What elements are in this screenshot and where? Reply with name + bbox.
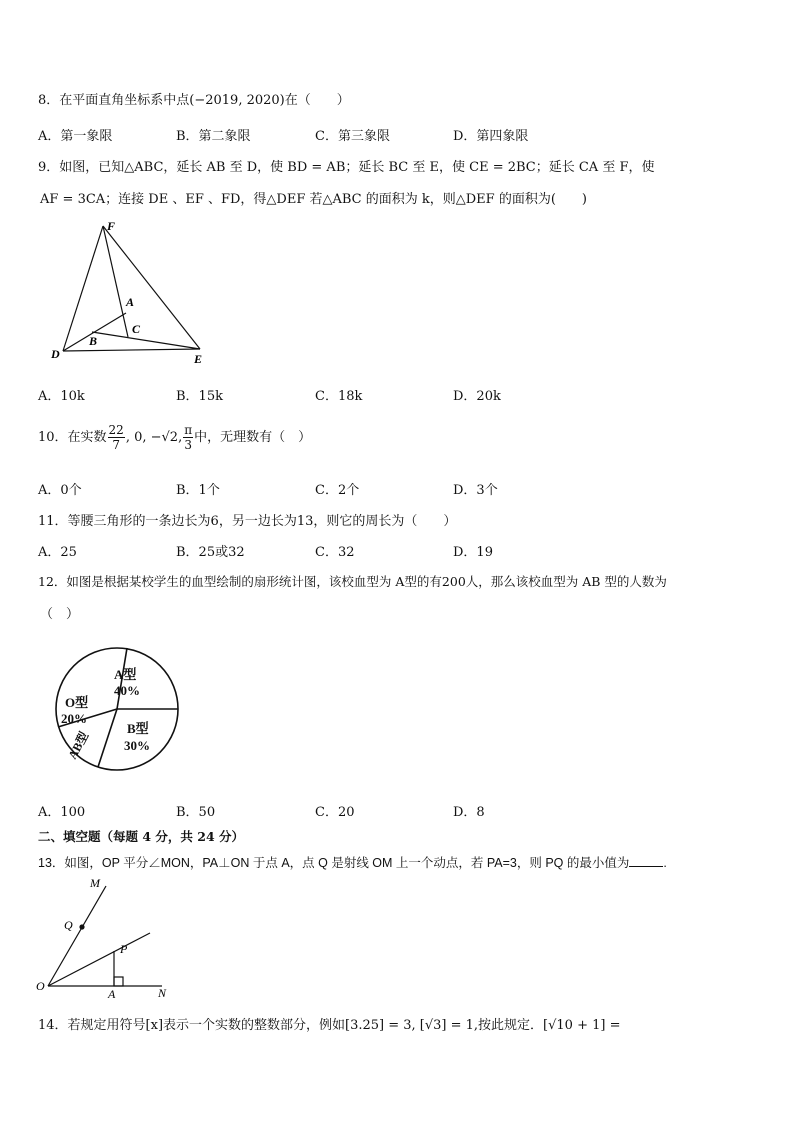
pie-label-o-name: O型 [65,695,89,710]
label-o: O [36,979,45,993]
q11-option-a[interactable]: A．25 [38,545,77,560]
label-f: F [107,219,116,233]
q8-option-b[interactable]: B．第二象限 [176,129,251,144]
q9-line2: AF = 3CA；连接 DE 、EF 、FD，得△DEF 若△ABC 的面积为 k，则△DEF 的面积为( ) [40,192,587,207]
q11-option-b[interactable]: B．25或32 [176,545,245,560]
q10-frac1-num: 22 [108,423,124,437]
q13-answer-blank[interactable] [629,854,663,867]
pie-label-a-pct: 40% [114,683,140,698]
q10-frac1-den: 7 [112,438,120,452]
label-m: M [90,876,100,890]
segment-be [92,332,200,349]
q10-text [38,420,311,456]
q9-option-b[interactable]: B．15k [176,389,223,404]
q13-angle-figure [34,876,184,1000]
q11-option-c[interactable]: C．32 [315,545,355,560]
q9-option-a[interactable]: A．10k [38,389,85,404]
q8-option-a[interactable]: A．第一象限 [38,129,113,144]
q10-fraction-22-7 [108,423,125,452]
q12-line2: （ ） [40,607,80,622]
q10-options [38,479,738,497]
point-q [79,924,84,929]
q10-suffix: 中，无理数有（ ） [194,430,312,445]
q9-option-d[interactable]: D．20k [453,389,501,404]
edge-fe [103,226,200,349]
q10-option-a[interactable]: A．0个 [38,483,82,498]
q12-line1: 12．如图是根据某校学生的血型绘制的扇形统计图，该校血型为 A型的有200人，那么该校血型为 AB 型的人数为 [38,574,667,589]
q12-option-c[interactable]: C．20 [315,805,355,820]
label-a: A [108,987,116,1000]
q10-middle: , 0, −√2, [125,430,183,445]
q10-frac2-num: π [184,423,193,437]
pie-label-ab-name: AB型 [65,729,92,762]
pie-label-o-pct: 20% [61,711,87,726]
label-e: E [194,352,203,366]
q8-option-d[interactable]: D．第四象限 [453,129,529,144]
q13-text-line [38,853,667,871]
q11-options [38,541,738,559]
pie-label-b-name: B型 [127,721,149,736]
q10-fraction-pi-3 [183,423,193,452]
label-d: D [51,347,60,361]
q11-text: 11．等腰三角形的一条边长为6，另一边长为13，则它的周长为（ ） [38,514,457,529]
q13-end: . [663,856,667,870]
q10-option-c[interactable]: C．2个 [315,483,360,498]
pie-label-a-name: A型 [114,667,137,682]
q10-frac2-den: 3 [184,438,192,452]
edge-de [63,349,200,351]
q9-option-c[interactable]: C．18k [315,389,363,404]
q13-text: 13．如图，OP 平分∠MON，PA⊥ON 于点 A，点 Q 是射线 OM 上一个动点，若 PA=3，则 PQ 的最小值为 [38,856,630,870]
q9-options [38,385,738,403]
right-angle-mark [114,977,123,986]
q11-option-d[interactable]: D．19 [453,545,493,560]
label-q: Q [64,918,73,932]
label-n: N [158,986,167,1000]
section-heading-fill-in: 二、填空题（每题 4 分，共 24 分） [38,829,245,844]
q10-option-d[interactable]: D．3个 [453,483,498,498]
q12-option-d[interactable]: D．8 [453,805,485,820]
q9-line1: 9．如图，已知△ABC，延长 AB 至 D，使 BD = AB；延长 BC 至 E，使 CE = 2BC；延长 CA 至 F，使 [38,160,655,175]
label-p: P [120,942,128,956]
q8-text: 8．在平面直角坐标系中点(−2019, 2020)在（ ） [38,93,350,108]
q8-option-c[interactable]: C．第三象限 [315,129,390,144]
label-b: B [89,334,98,348]
pie-label-b-pct: 30% [124,738,150,753]
q10-option-b[interactable]: B．1个 [176,483,220,498]
q12-option-a[interactable]: A．100 [38,805,86,820]
q10-prefix: 10．在实数 [38,430,107,445]
q9-triangle-figure [40,218,220,370]
q12-option-b[interactable]: B．50 [176,805,216,820]
label-c: C [132,322,141,336]
q12-options [38,801,738,819]
q8-options [38,125,738,143]
q14-text: 14．若规定用符号[x]表示一个实数的整数部分，例如[3.25] = 3, [√3] = 1,按此规定．[√10 + 1] = [38,1018,621,1033]
label-a: A [126,295,135,309]
blood-type-pie-chart [52,646,184,774]
